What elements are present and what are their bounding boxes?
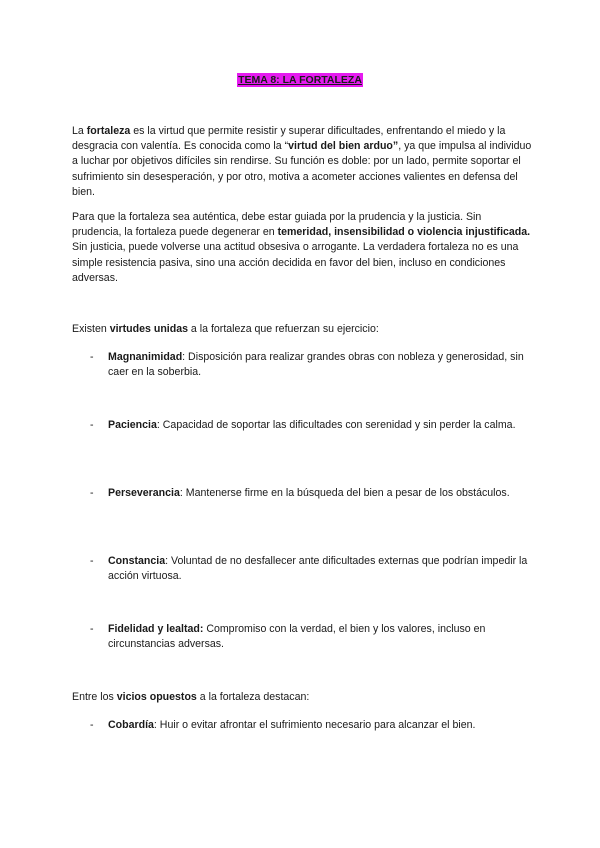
virtue-name: Perseverancia <box>108 487 180 499</box>
list-item-text <box>108 622 530 652</box>
list-item <box>90 622 530 652</box>
list-dash: - <box>90 719 94 731</box>
text-run: Sin justicia, puede volverse una actitud obsesiva o arrogante. La verdadera fortaleza no es una simple resistencia pasiva, sino una acción decidida en favor del bien, incluso en condiciones adversas. <box>72 241 519 284</box>
list-item <box>90 486 530 501</box>
list-item-text <box>108 418 530 433</box>
list-item <box>90 718 530 733</box>
virtue-name: Magnanimidad <box>108 351 183 363</box>
virtue-desc: : Voluntad de no desfallecer ante dificultades externas que podrían impedir la acción virtuosa. <box>108 555 528 583</box>
intro-paragraph-1 <box>72 124 532 200</box>
list-dash: - <box>90 555 94 567</box>
list-dash: - <box>90 623 94 635</box>
text-run: es la virtud que permite resistir y superar dificultades, enfrentando el miedo y la desgracia con valentía. Es conocida como la “ <box>72 125 506 153</box>
virtue-desc: : Capacidad de soportar las dificultades con serenidad y sin perder la calma. <box>156 419 516 431</box>
text-run: Para que la fortaleza sea auténtica, debe estar guiada por la prudencia y la justicia. Sin prudencia, la fortaleza puede degenerar en <box>72 211 482 239</box>
virtue-desc: Compromiso con la verdad, el bien y los valores, incluso en circunstancias adversas. <box>108 623 486 651</box>
list-item-text <box>108 350 530 380</box>
list-item <box>90 418 530 433</box>
vice-desc: : Huir o evitar afrontar el sufrimiento necesario para alcanzar el bien. <box>153 719 476 731</box>
virtue-name: Constancia <box>108 555 166 567</box>
list-item <box>90 350 530 380</box>
bold-term: fortaleza <box>86 125 131 137</box>
title-wrapper <box>0 70 600 88</box>
bold-term: temeridad, insensibilidad o violencia injustificada. <box>277 226 531 239</box>
page-title: TEMA 8: LA FORTALEZA <box>238 74 362 86</box>
virtue-name: Paciencia <box>108 419 157 431</box>
vices-intro <box>72 690 532 705</box>
text-run: , ya que impulsa al individuo a luchar por objetivos difíciles sin rendirse. Su función es doble: por un lado, permite soportar el sufrimiento sin desesperación, y por otro, motiva a acometer acciones valientes en defensa del bien. <box>72 140 532 198</box>
virtue-name: Fidelidad y lealtad: <box>108 623 204 635</box>
vice-name: Cobardía <box>108 719 154 731</box>
virtues-intro <box>72 322 532 337</box>
intro-paragraph-2 <box>72 210 532 286</box>
text-run: Entre los <box>72 691 117 703</box>
virtue-desc: : Mantenerse firme en la búsqueda del bien a pesar de los obstáculos. <box>179 487 510 499</box>
list-item-text <box>108 718 530 733</box>
bold-term: vicios opuestos <box>116 691 197 703</box>
list-dash: - <box>90 351 94 363</box>
text-run: Existen <box>72 323 110 335</box>
text-run: a la fortaleza destacan: <box>196 691 310 703</box>
text-run: a la fortaleza que refuerzan su ejercicio: <box>187 323 379 335</box>
list-item-text <box>108 554 530 584</box>
virtue-desc: : Disposición para realizar grandes obras con nobleza y generosidad, sin caer en la soberbia. <box>108 351 524 379</box>
list-item-text <box>108 486 530 501</box>
list-dash: - <box>90 487 94 499</box>
list-dash: - <box>90 419 94 431</box>
text-run: La <box>72 125 87 137</box>
bold-term: virtud del bien arduo” <box>288 140 399 153</box>
list-item <box>90 554 530 584</box>
bold-term: virtudes unidas <box>109 323 188 335</box>
